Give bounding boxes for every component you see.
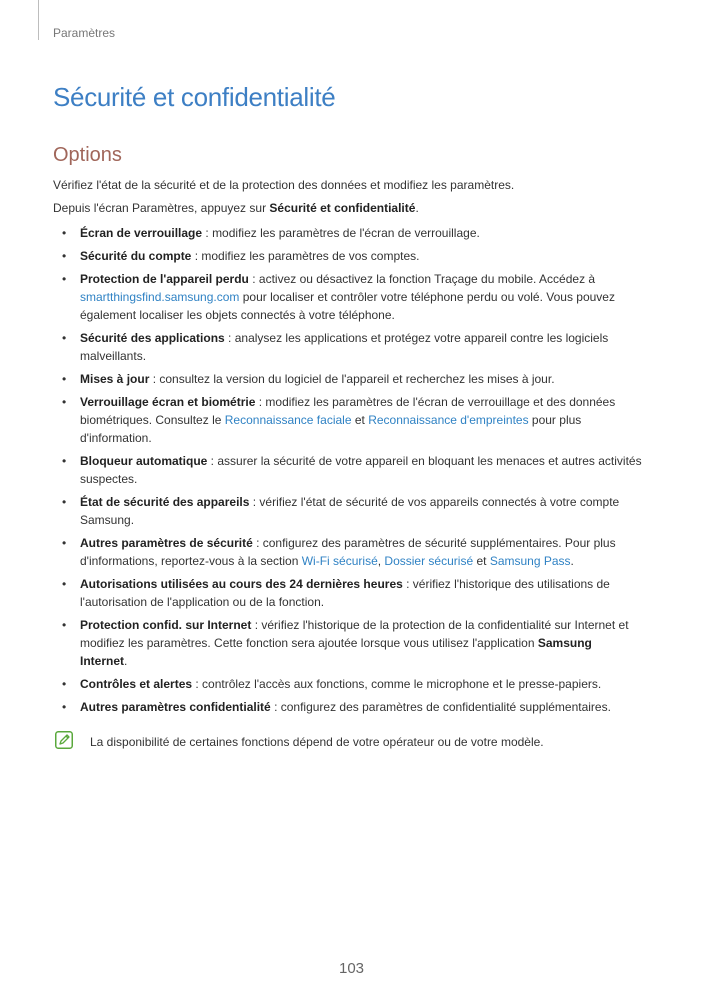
list-item: • Verrouillage écran et biométrie : modifiez les paramètres de l'écran de verrouillage et des données biométriques. Consultez le Reconnaissance faciale et Reconnaissance d'empreintes pour plus d'information.	[62, 393, 642, 447]
list-item: • Contrôles et alertes : contrôlez l'accès aux fonctions, comme le microphone et le presse-papiers.	[62, 675, 642, 693]
list-item: • Autres paramètres de sécurité : configurez des paramètres de sécurité supplémentaires. Pour plus d'informations, reportez-vous à la section Wi-Fi sécurisé, Dossier sécurisé et Samsung Pass.	[62, 534, 642, 570]
samsung-pass-link[interactable]: Samsung Pass	[489, 554, 571, 568]
options-list	[62, 224, 642, 721]
list-item: • Protection de l'appareil perdu : activez ou désactivez la fonction Traçage du mobile. Accédez à smartthingsfind.samsung.com pour localiser et contrôler votre téléphone perdu ou volé. Vous pouvez également localiser les objets connectés à votre téléphone.	[62, 270, 642, 324]
intro-instruction: Depuis l'écran Paramètres, appuyez sur Sécurité et confidentialité.	[53, 201, 419, 215]
secure-folder-link[interactable]: Dossier sécurisé	[384, 554, 474, 568]
breadcrumb: Paramètres	[53, 26, 116, 40]
secure-wifi-link[interactable]: Wi-Fi sécurisé	[301, 554, 378, 568]
face-recognition-link[interactable]: Reconnaissance faciale	[224, 413, 352, 427]
list-item: • Bloqueur automatique : assurer la sécurité de votre appareil en bloquant les menaces et autres activités suspectes.	[62, 452, 642, 488]
smartthings-link[interactable]: smartthingsfind.samsung.com	[80, 290, 240, 304]
list-item: • Sécurité des applications : analysez les applications et protégez votre appareil contre les logiciels malveillants.	[62, 329, 642, 365]
note-text: La disponibilité de certaines fonctions dépend de votre opérateur ou de votre modèle.	[90, 735, 544, 749]
page-number: 103	[338, 960, 365, 977]
list-item: • Mises à jour : consultez la version du logiciel de l'appareil et recherchez les mises à jour.	[62, 370, 642, 388]
margin-rule	[38, 0, 39, 40]
section-heading: Options	[53, 144, 122, 166]
list-item: • Écran de verrouillage : modifiez les paramètres de l'écran de verrouillage.	[62, 224, 642, 242]
intro-text: Vérifiez l'état de la sécurité et de la protection des données et modifiez les paramètres.	[53, 178, 515, 192]
list-item: • État de sécurité des appareils : vérifiez l'état de sécurité de vos appareils connectés à votre compte Samsung.	[62, 493, 642, 529]
note-pen-icon	[55, 731, 73, 749]
list-item: • Sécurité du compte : modifiez les paramètres de vos comptes.	[62, 247, 642, 265]
list-item: • Protection confid. sur Internet : vérifiez l'historique de la protection de la confidentialité sur Internet et modifiez les paramètres. Cette fonction sera ajoutée lorsque vous utilisez l'application Samsung Internet.	[62, 616, 642, 670]
page-title: Sécurité et confidentialité	[53, 82, 336, 112]
fingerprint-link[interactable]: Reconnaissance d'empreintes	[368, 413, 529, 427]
list-item: • Autres paramètres confidentialité : configurez des paramètres de confidentialité supplémentaires.	[62, 698, 642, 716]
list-item: • Autorisations utilisées au cours des 24 dernières heures : vérifiez l'historique des utilisations de l'autorisation de l'application ou de la fonction.	[62, 575, 642, 611]
